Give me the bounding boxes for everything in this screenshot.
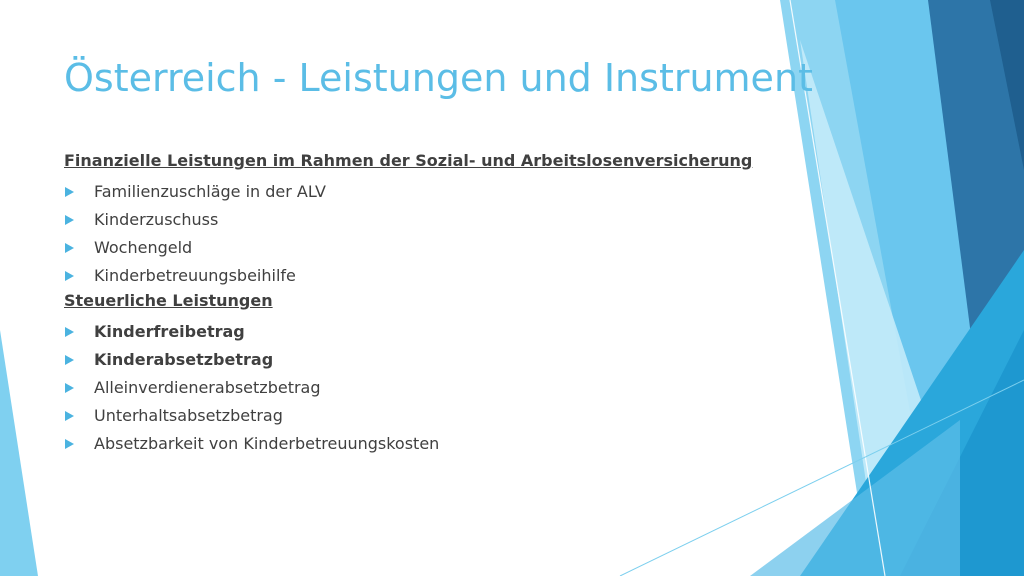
list-item-label: Familienzuschläge in der ALV [94,182,326,201]
list-item-label: Absetzbarkeit von Kinderbetreuungskosten [94,434,440,453]
triangle-right-icon [65,439,74,449]
list-item [64,374,764,402]
triangle-right-icon [65,271,74,281]
triangle-right-icon [65,243,74,253]
triangle-right-icon [65,187,74,197]
left-edge-shape [0,330,38,576]
triangle-right-icon [65,383,74,393]
list-item-label: Wochengeld [94,238,193,257]
triangle-right-icon [65,355,74,365]
list-item-label: Kinderfreibetrag [94,322,245,341]
list-item [64,430,764,458]
triangle-right-icon [65,411,74,421]
list-item [64,346,764,374]
list-item-label: Kinderbetreuungsbeihilfe [94,266,296,285]
list-item [64,402,764,430]
section-heading-financial: Finanzielle Leistungen im Rahmen der Sozial- und Arbeitslosenversicherung [64,151,753,170]
list-item [64,318,764,346]
slide-title: Österreich - Leistungen und Instrument [64,56,813,100]
list-item-label: Kinderzuschuss [94,210,219,229]
list-item [64,206,764,234]
list-item [64,178,764,206]
list-item-label: Unterhaltsabsetzbetrag [94,406,283,425]
list-item-label: Alleinverdienerabsetzbetrag [94,378,321,397]
section-heading-tax: Steuerliche Leistungen [64,291,273,310]
triangle-right-icon [65,327,74,337]
slide-content [64,150,764,458]
list-item [64,234,764,262]
list-item-label: Kinderabsetzbetrag [94,350,274,369]
triangle-right-icon [65,215,74,225]
list-item [64,262,764,290]
